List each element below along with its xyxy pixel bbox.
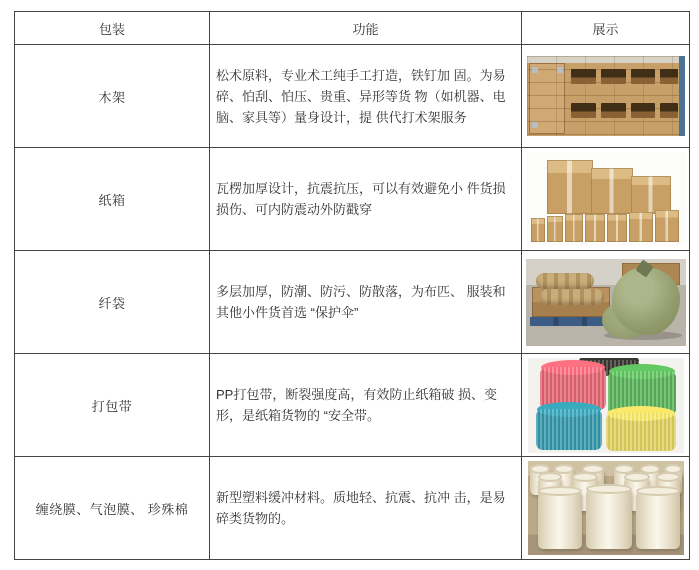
packaging-name: 纤袋 (15, 251, 210, 354)
function-text: 新型塑料缓冲材料。质地轻、抗震、抗冲 击，是易碎类货物的。 (210, 457, 522, 560)
table-row-film (15, 457, 690, 560)
function-text: 多层加厚，防潮、防污、防散落，为布匹、 服装和其他小件货首选 “保护伞” (210, 251, 522, 354)
function-text: 瓦楞加厚设计，抗震抗压，可以有效避免小 件货损损伤、可内防震动外防戳穿 (210, 148, 522, 251)
packaging-name: 木架 (15, 45, 210, 148)
table-row-strapping (15, 354, 690, 457)
woven-bags-photo (526, 259, 686, 346)
table-row-wooden-frame (15, 45, 690, 148)
col-header-packaging: 包装 (15, 12, 210, 45)
header-row (15, 12, 690, 45)
packaging-name: 缠绕膜、气泡膜、 珍殊棉 (15, 457, 210, 560)
table-row-woven-bag (15, 251, 690, 354)
col-header-display: 展示 (522, 12, 690, 45)
cardboard-boxes-photo (527, 152, 685, 246)
stretch-film-photo (528, 461, 684, 555)
function-text: PP打包带，断裂强度高，有效防止纸箱破 损、变形，是纸箱货物的 “安全带。 (210, 354, 522, 457)
packaging-table (14, 11, 690, 560)
wooden-crates-photo (527, 56, 685, 136)
table-row-carton (15, 148, 690, 251)
col-header-function: 功能 (210, 12, 522, 45)
packaging-name: 纸箱 (15, 148, 210, 251)
function-text: 松术原料，专业术工纯手工打造，铁钉加 固。为易碎、怕刮、怕压、贵重、异形等货 物（如机器、电脑、家具等）量身设计，提 供代打术架服务 (210, 45, 522, 148)
strapping-rolls-photo (528, 358, 684, 453)
packaging-name: 打包带 (15, 354, 210, 457)
